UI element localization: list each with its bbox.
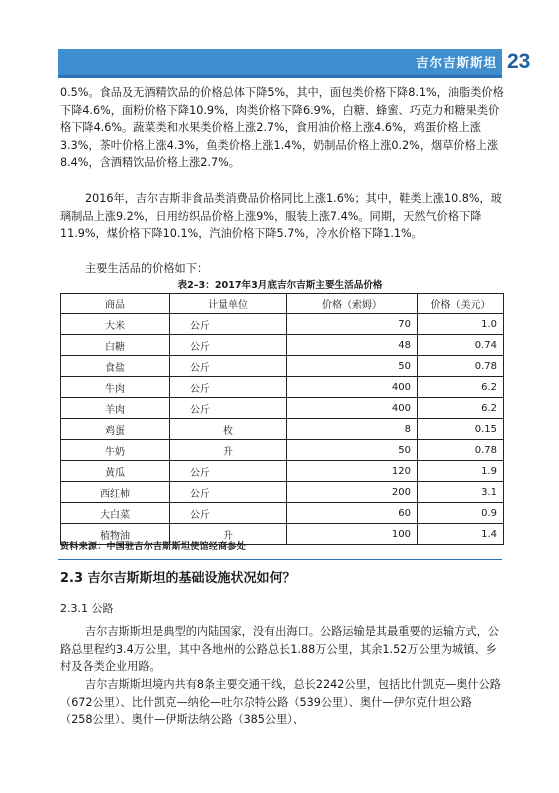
price-table xyxy=(60,293,504,545)
table-row xyxy=(61,461,504,482)
table-row xyxy=(61,356,504,377)
cell-unit: 公斤 xyxy=(170,335,287,356)
cell-unit: 升 xyxy=(170,440,287,461)
cell-item: 黄瓜 xyxy=(61,461,170,482)
cell-price-usd: 0.74 xyxy=(418,335,504,356)
cell-price-usd: 6.2 xyxy=(418,377,504,398)
cell-item: 羊肉 xyxy=(61,398,170,419)
header-item: 商品 xyxy=(61,294,170,314)
cell-price-usd: 0.78 xyxy=(418,356,504,377)
cell-price-usd: 6.2 xyxy=(418,398,504,419)
paragraph-road-trunklines: 吉尔吉斯斯坦境内共有8条主要交通干线，总长2242公里，包括比什凯克—奥什公路（672公里）、比什凯克—纳伦—吐尔尕特公路（539公里）、奥什—伊尔克什坦公路（258公里）、奥什—伊斯法纳公路（385公里）、 xyxy=(60,678,501,727)
cell-item: 牛奶 xyxy=(61,440,170,461)
table-source-note: 资料来源：中国驻吉尔吉斯斯坦使馆经商参处 xyxy=(60,542,247,552)
cell-price-usd: 3.1 xyxy=(418,482,504,503)
table-header-row xyxy=(61,294,504,314)
header-price-usd: 价格（美元） xyxy=(418,294,504,314)
table-row xyxy=(61,335,504,356)
subsection-heading: 2.3.1 公路 xyxy=(60,602,114,615)
cell-price-som: 400 xyxy=(287,377,418,398)
cell-unit: 公斤 xyxy=(170,356,287,377)
table-row xyxy=(61,377,504,398)
table-row xyxy=(61,314,504,335)
paragraph-price-intro: 主要生活品的价格如下： xyxy=(85,262,209,275)
cell-unit: 公斤 xyxy=(170,503,287,524)
cell-price-som: 70 xyxy=(287,314,418,335)
cell-price-som: 48 xyxy=(287,335,418,356)
cell-item: 牛肉 xyxy=(61,377,170,398)
table-row xyxy=(61,503,504,524)
table-row xyxy=(61,482,504,503)
cell-item: 大白菜 xyxy=(61,503,170,524)
table-row xyxy=(61,440,504,461)
cell-unit: 公斤 xyxy=(170,314,287,335)
cell-item: 鸡蛋 xyxy=(61,419,170,440)
paragraph-nonfood-prices: 2016年，吉尔吉斯非食品类消费品价格同比上涨1.6%；其中，鞋类上涨10.8%，玻璃制品上涨9.2%，日用纺织品价格上涨9%，服装上涨7.4%。同期，天然气价格下降11.9%，煤价格下降10.1%，汽油价格下降5.7%，冷水价格下降1.1%。 xyxy=(60,192,502,241)
cell-price-som: 120 xyxy=(287,461,418,482)
cell-price-usd: 1.9 xyxy=(418,461,504,482)
cell-price-usd: 0.78 xyxy=(418,440,504,461)
cell-price-usd: 0.15 xyxy=(418,419,504,440)
section-heading: 2.3 吉尔吉斯斯坦的基础设施状况如何？ xyxy=(60,571,296,586)
page-number: 23 xyxy=(507,50,531,73)
cell-unit: 公斤 xyxy=(170,461,287,482)
table-row xyxy=(61,398,504,419)
cell-unit: 枚 xyxy=(170,419,287,440)
cell-item: 西红柿 xyxy=(61,482,170,503)
section-rule xyxy=(58,559,502,560)
cell-price-som: 200 xyxy=(287,482,418,503)
cell-item: 食盐 xyxy=(61,356,170,377)
cell-price-som: 100 xyxy=(287,524,418,545)
cell-price-som: 8 xyxy=(287,419,418,440)
cell-price-som: 50 xyxy=(287,440,418,461)
paragraph-road-overview: 吉尔吉斯斯坦是典型的内陆国家，没有出海口。公路运输是其最重要的运输方式，公路总里程约3.4万公里，其中各地州的公路总长1.88万公里，其余1.52万公里为城镇、乡村及各类企业用路。 xyxy=(60,625,499,674)
cell-price-usd: 1.0 xyxy=(418,314,504,335)
header-unit: 计量单位 xyxy=(170,294,287,314)
cell-price-som: 400 xyxy=(287,398,418,419)
cell-item: 大米 xyxy=(61,314,170,335)
cell-unit: 公斤 xyxy=(170,398,287,419)
table-row xyxy=(61,419,504,440)
cell-item: 白糖 xyxy=(61,335,170,356)
header-rule xyxy=(58,75,502,78)
paragraph-food-prices: 0.5%。食品及无酒精饮品的价格总体下降5%，其中，面包类价格下降8.1%，油脂类价格下降4.6%，面粉价格下降10.9%，肉类价格下降6.9%，白糖、蜂蜜、巧克力和糖果类价格下降4.6%。蔬菜类和水果类价格上涨2.7%，食用油价格上涨4.6%，鸡蛋价格上涨3.3%，茶叶价格上涨4.3%，鱼类价格上涨1.4%，奶制品价格上涨0.2%，烟草价格上涨8.4%，含酒精饮品价格上涨2.7%。 xyxy=(60,86,504,170)
cell-unit: 升 xyxy=(170,524,287,545)
cell-item: 植物油 xyxy=(61,524,170,545)
cell-price-usd: 1.4 xyxy=(418,524,504,545)
header-price-som: 价格（索姆） xyxy=(287,294,418,314)
cell-price-som: 60 xyxy=(287,503,418,524)
cell-price-som: 50 xyxy=(287,356,418,377)
running-header-title: 吉尔吉斯斯坦 xyxy=(415,55,497,70)
cell-price-usd: 0.9 xyxy=(418,503,504,524)
table-caption: 表2–3：2017年3月底吉尔吉斯主要生活品价格 xyxy=(177,280,383,291)
cell-unit: 公斤 xyxy=(170,377,287,398)
cell-unit: 公斤 xyxy=(170,482,287,503)
